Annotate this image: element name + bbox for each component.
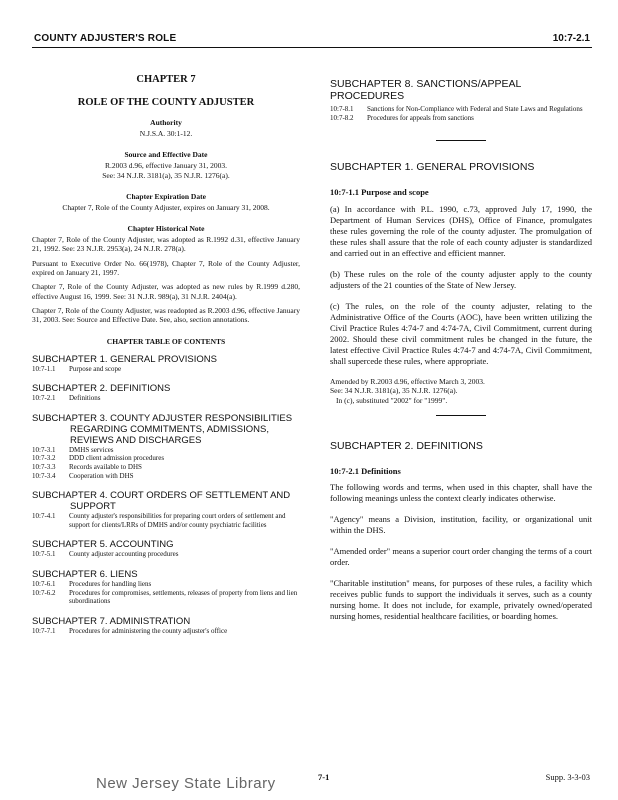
toc-entry: 10:7-5.1 County adjuster accounting procedures bbox=[32, 550, 179, 559]
supplement-date: Supp. 3-3-03 bbox=[545, 772, 590, 782]
toc-entry: 10:7-6.1 Procedures for handling liens bbox=[32, 579, 152, 588]
toc-entry: 10:7-4.1 County adjuster's responsibilities for preparing court orders of settlement and support for clients/LRRs of DMHS and/or county psychiatric facilities bbox=[32, 512, 286, 529]
toc-subchapter-6: SUBCHAPTER 6. LIENS bbox=[32, 568, 138, 580]
section-2-1-title: 10:7-2.1 Definitions bbox=[330, 466, 401, 477]
paragraph-b: (b) These rules on the role of the county adjuster apply to the county adjusters of the 21 counties of the State of New Jersey. bbox=[330, 269, 592, 291]
running-header bbox=[32, 31, 592, 48]
toc-subchapter-1: SUBCHAPTER 1. GENERAL PROVISIONS bbox=[32, 353, 217, 365]
toc-entry: 10:7-8.1 Sanctions for Non-Compliance with Federal and State Laws and Regulations bbox=[330, 105, 583, 113]
toc-subchapter-4: SUBCHAPTER 4. COURT ORDERS OF SETTLEMENT AND SUPPORT bbox=[32, 490, 291, 513]
history-heading: Chapter Historical Note bbox=[127, 224, 205, 234]
history-note-1: Chapter 7, Role of the County Adjuster, was adopted as R.1992 d.31, effective January 21, 1992. See: 23 N.J.R. 2953(a), 24 N.J.R. 278(a). bbox=[32, 235, 300, 254]
expiration-heading: Chapter Expiration Date bbox=[126, 191, 206, 201]
toc-entry: 10:7-3.4 Cooperation with DHS bbox=[32, 471, 134, 480]
definition-charitable-institution: "Charitable institution" means, for purposes of these rules, a facility which receives public funds to support the individuals it serves, such as a county nursing home. It does not include, for example, privately owned/operated nursing homes, residential healthcare facilities, or boarding homes. bbox=[330, 578, 592, 622]
toc-entry: 10:7-6.2 Procedures for compromises, settlements, releases of property from liens and lien subordinations bbox=[32, 588, 298, 606]
source-heading: Source and Effective Date bbox=[124, 150, 208, 160]
toc-entry: 10:7-1.1 Purpose and scope bbox=[32, 364, 122, 373]
right-column bbox=[330, 78, 592, 622]
toc-entry: 10:7-3.3 Records available to DHS bbox=[32, 462, 142, 471]
amendment-line-2: See: 34 N.J.R. 3181(a), 35 N.J.R. 1276(a). bbox=[330, 386, 458, 396]
authority-heading: Authority bbox=[150, 118, 182, 127]
authority-text: N.J.S.A. 30:1-12. bbox=[139, 129, 193, 138]
source-line-2: See: 34 N.J.R. 3181(a), 35 N.J.R. 1276(a). bbox=[102, 170, 230, 180]
chapter-number: CHAPTER 7 bbox=[136, 74, 196, 85]
definition-agency: "Agency" means a Division, institution, facility, or organizational unit within the DHS. bbox=[330, 514, 592, 536]
subchapter-1-heading: SUBCHAPTER 1. GENERAL PROVISIONS bbox=[330, 161, 535, 174]
left-column bbox=[32, 66, 300, 635]
definition-amended-order: "Amended order" means a superior court order changing the terms of a court order. bbox=[330, 546, 592, 568]
toc-entry: 10:7-7.1 Procedures for administering the county adjuster's office bbox=[32, 626, 228, 635]
paragraph-a: (a) In accordance with P.L. 1990, c.73, approved July 17, 1990, the Department of Human Services (DHS), Office of Finance, promulgates these rules governing the role of the county adjuster. The promulgation of these rules shall assure that the role of each county adjuster is standardized and carried out in an effective and efficient manner. bbox=[330, 204, 592, 259]
expiration-text: Chapter 7, Role of the County Adjuster, expires on January 31, 2008. bbox=[62, 202, 270, 212]
toc-entry: 10:7-3.2 DDD client admission procedures bbox=[32, 454, 165, 463]
subchapter-2-heading: SUBCHAPTER 2. DEFINITIONS bbox=[330, 440, 483, 453]
header-code: 10:7-2.1 bbox=[552, 33, 590, 44]
definitions-intro: The following words and terms, when used in this chapter, shall have the following meanings unless the context clearly indicates otherwise. bbox=[330, 482, 592, 504]
divider bbox=[436, 140, 486, 141]
toc-entry: 10:7-3.1 DMHS services bbox=[32, 445, 114, 454]
paragraph-c: (c) The rules, on the role of the county adjuster, relating to the Administrative Office of the Courts (AOC), have been written utilizing the Civil Practice Rules 4:74-7 and 4:74-7A, Civil Commitment, current during 2002. Should these civil commitment rules be changed in the future, the latest effective Civil Practice Rules 4:74-7 and 4:74-7A, Civil Commitment, shall supercede these rules, where appropriate. bbox=[330, 301, 592, 367]
history-note-2: Pursuant to Executive Order No. 66(1978), Chapter 7, Role of the County Adjuster, expired on January 21, 1997. bbox=[32, 258, 300, 278]
source-line-1: R.2003 d.96, effective January 31, 2003. bbox=[105, 161, 227, 171]
history-note-3: Chapter 7, Role of the County Adjuster, was adopted as new rules by R.1999 d.280, effective August 16, 1999. See: 31 N.J.R. 989(a), 31 N.J.R. 2404(a). bbox=[32, 282, 300, 301]
toc-subchapter-7: SUBCHAPTER 7. ADMINISTRATION bbox=[32, 615, 191, 627]
chapter-title: ROLE OF THE COUNTY ADJUSTER bbox=[77, 97, 255, 108]
page-number: 7-1 bbox=[318, 772, 330, 782]
header-title: COUNTY ADJUSTER'S ROLE bbox=[34, 33, 177, 44]
library-watermark: New Jersey State Library bbox=[96, 775, 276, 792]
divider bbox=[436, 415, 486, 416]
toc-entry: 10:7-2.1 Definitions bbox=[32, 394, 101, 403]
amendment-line-1: Amended by R.2003 d.96, effective March 3, 2003. bbox=[330, 377, 485, 387]
history-note-4: Chapter 7, Role of the County Adjuster, was readopted as R.2003 d.96, effective January 31, 2003. See: Source and Effective Date. See, also, section annotations. bbox=[32, 305, 300, 325]
toc-subchapter-5: SUBCHAPTER 5. ACCOUNTING bbox=[32, 539, 174, 551]
toc-entry: 10:7-8.2 Procedures for appeals from sanctions bbox=[330, 113, 474, 122]
toc-subchapter-3: SUBCHAPTER 3. COUNTY ADJUSTER RESPONSIBILITIES REGARDING COMMITMENTS, ADMISSIONS, REVIEWS AND DISCHARGES bbox=[32, 412, 293, 446]
toc-subchapter-2: SUBCHAPTER 2. DEFINITIONS bbox=[32, 383, 171, 395]
amendment-line-3: In (c), substituted "2002" for "1999". bbox=[336, 395, 448, 405]
toc-subchapter-8: SUBCHAPTER 8. SANCTIONS/APPEAL PROCEDURES bbox=[330, 78, 521, 102]
section-1-1-title: 10:7-1.1 Purpose and scope bbox=[330, 187, 429, 198]
toc-heading: CHAPTER TABLE OF CONTENTS bbox=[106, 336, 226, 346]
